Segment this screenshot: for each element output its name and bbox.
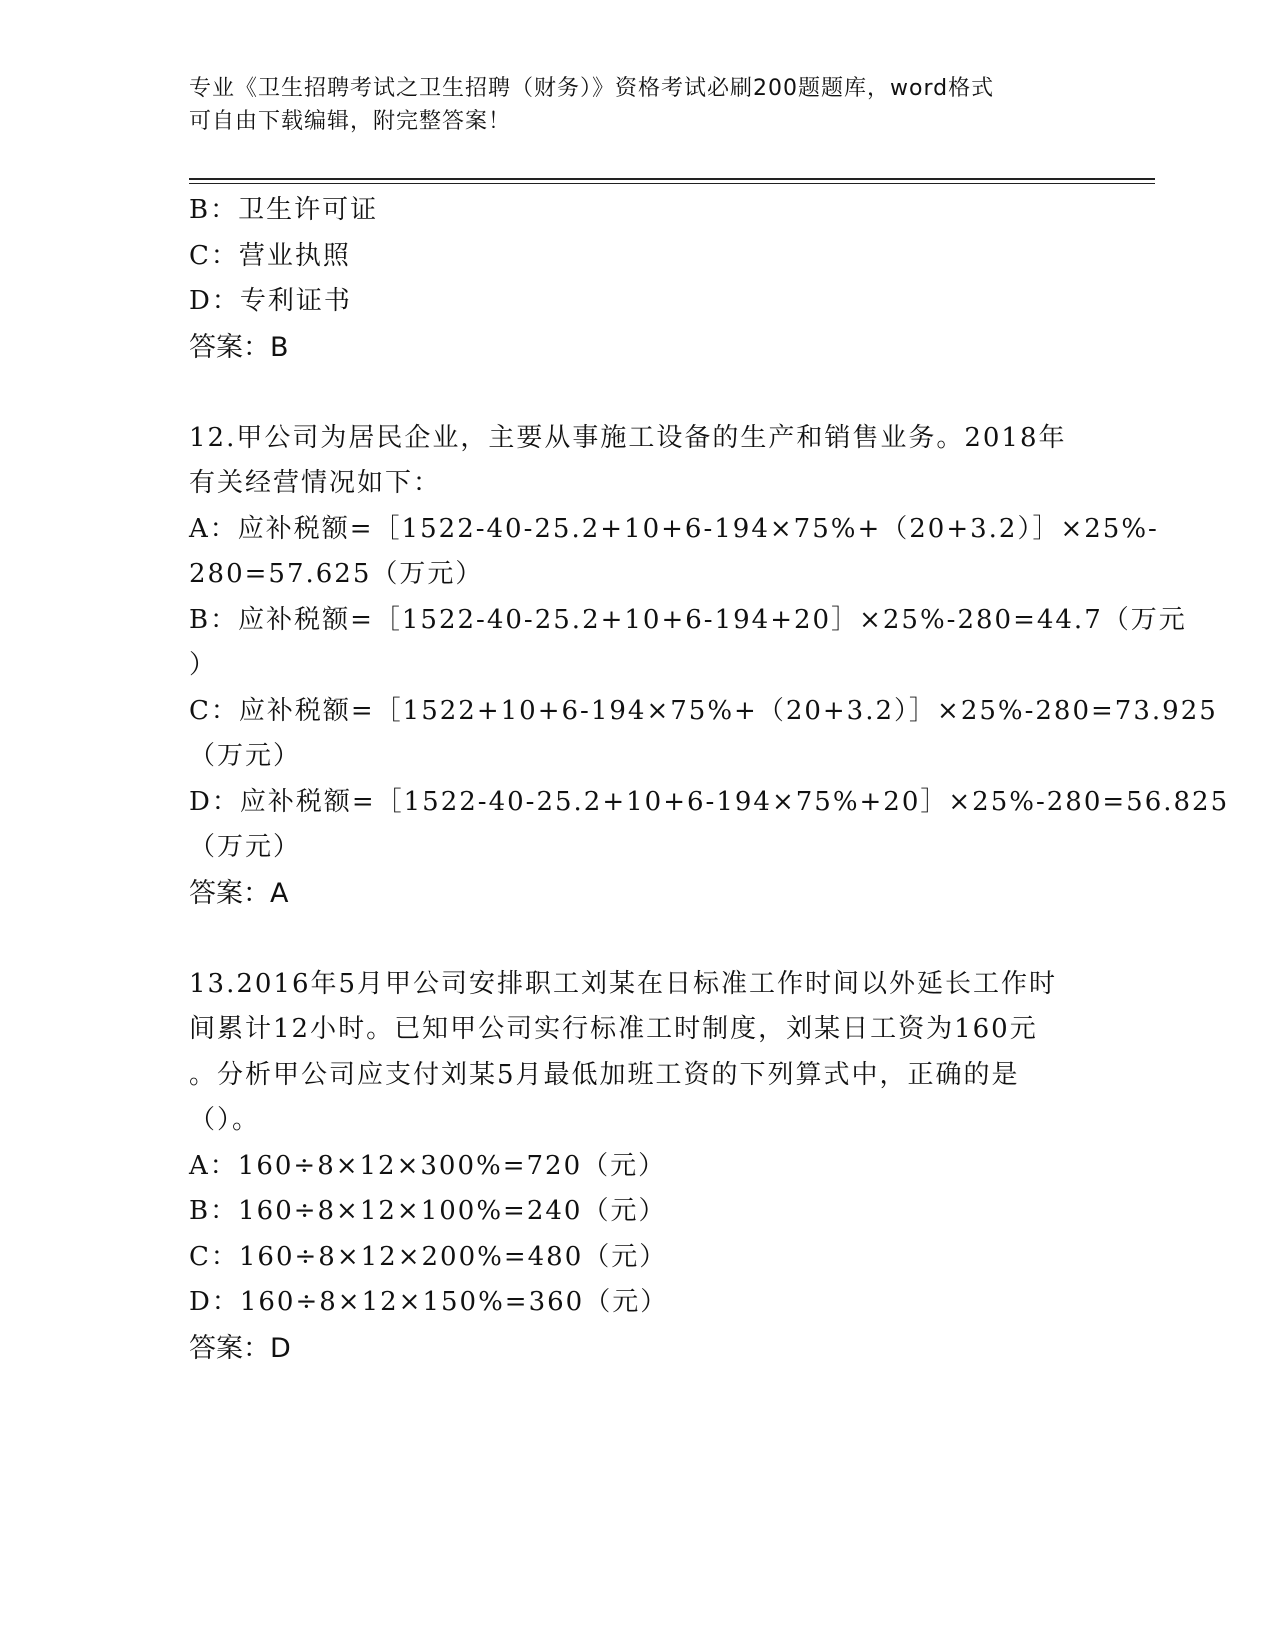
- option-b-continued: ）: [189, 650, 218, 680]
- answer-line: 答案：D: [189, 1332, 291, 1364]
- option-c: C：营业执照: [189, 240, 351, 271]
- option-b: B：卫生许可证: [189, 195, 379, 225]
- spacer: [189, 916, 1089, 962]
- question-13: [189, 962, 1089, 1372]
- option-a: A：应补税额=［1522-40-25.2+10+6-194×75%+（20+3.2）］×25%-: [189, 513, 1159, 544]
- option-c-continued: （万元）: [189, 741, 302, 771]
- question-12: [189, 416, 1230, 917]
- option-d: D：应补税额=［1522-40-25.2+10+6-194×75%+20］×25%-280=56.825: [189, 786, 1230, 817]
- option-d-continued: （万元）: [189, 832, 302, 862]
- header-title-line-2: 可自由下载编辑，附完整答案！: [189, 109, 512, 134]
- document-header: [189, 72, 1089, 138]
- option-d: D：160÷8×12×150%=360（元）: [189, 1287, 669, 1317]
- question-11-continued: [189, 188, 1089, 370]
- option-d: D：专利证书: [189, 286, 352, 316]
- header-title-line-1: 专业《卫生招聘考试之卫生招聘（财务）》资格考试必刷200题题库，word格式: [189, 76, 995, 101]
- option-a: A：160÷8×12×300%=720（元）: [189, 1150, 667, 1181]
- option-a-continued: 280=57.625（万元）: [189, 559, 484, 589]
- option-c: C：160÷8×12×200%=480（元）: [189, 1241, 668, 1272]
- option-c: C：应补税额=［1522+10+6-194×75%+（20+3.2）］×25%-280=73.925: [189, 695, 1218, 726]
- option-b: B：应补税额=［1522-40-25.2+10+6-194+20］×25%-280=44.7（万元: [189, 604, 1187, 635]
- question-stem-line: 12.甲公司为居民企业，主要从事施工设备的生产和销售业务。2018年: [189, 422, 1067, 453]
- question-stem-line: （）。: [189, 1105, 261, 1135]
- answer-line: 答案：B: [189, 331, 289, 363]
- header-divider-thick: [189, 178, 1155, 180]
- question-stem-line: 13.2016年5月甲公司安排职工刘某在日标准工作时间以外延长工作时: [189, 968, 1058, 999]
- question-stem-line: 有关经营情况如下：: [189, 468, 442, 498]
- document-body: [189, 188, 1230, 1371]
- answer-line: 答案：A: [189, 877, 289, 909]
- spacer: [189, 370, 1089, 416]
- option-b: B：160÷8×12×100%=240（元）: [189, 1196, 667, 1226]
- question-stem-line: 间累计12小时。已知甲公司实行标准工时制度，刘某日工资为160元: [189, 1014, 1038, 1044]
- question-stem-line: 。分析甲公司应支付刘某5月最低加班工资的下列算式中，正确的是: [189, 1059, 1020, 1090]
- header-divider-thin: [189, 183, 1155, 184]
